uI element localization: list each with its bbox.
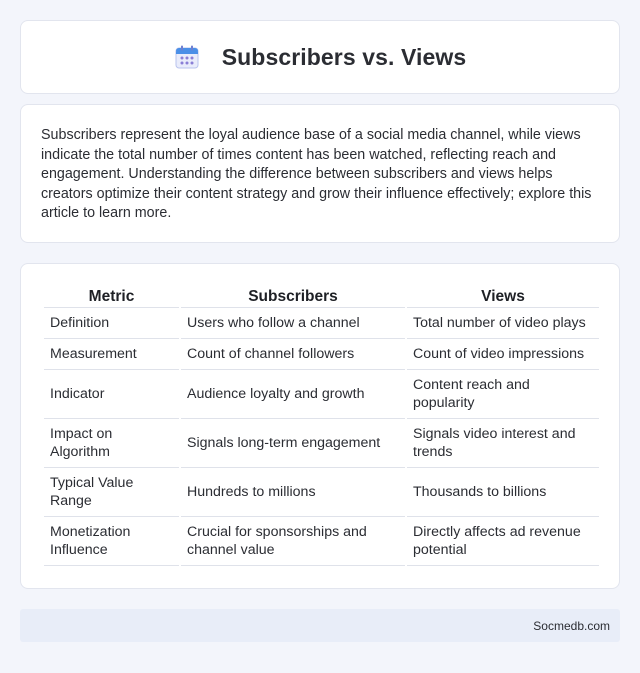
table-cell: Users who follow a channel [181, 308, 405, 339]
intro-card [20, 104, 620, 243]
calendar-icon [174, 44, 200, 70]
table-cell: Definition [44, 308, 179, 339]
table-cell: Count of channel followers [181, 339, 405, 370]
title-card [20, 20, 620, 94]
table-cell: Count of video impressions [407, 339, 599, 370]
footer-source-link[interactable]: Socmedb.com [533, 618, 610, 633]
table-row [44, 419, 599, 468]
table-cell: Crucial for sponsorships and channel value [181, 517, 405, 566]
table-cell: Thousands to billions [407, 468, 599, 517]
table-cell: Signals video interest and trends [407, 419, 599, 468]
comparison-table-card [20, 263, 620, 589]
table-cell: Typical Value Range [44, 468, 179, 517]
table-row [44, 308, 599, 339]
table-row [44, 468, 599, 517]
table-header-row [44, 285, 599, 308]
table-cell: Audience loyalty and growth [181, 370, 405, 419]
table-cell: Indicator [44, 370, 179, 419]
table-row [44, 370, 599, 419]
table-cell: Impact on Algorithm [44, 419, 179, 468]
table-cell: Hundreds to millions [181, 468, 405, 517]
table-row [44, 517, 599, 566]
header-subscribers: Subscribers [181, 285, 405, 308]
header-views: Views [407, 285, 599, 308]
page-title: Subscribers vs. Views [221, 43, 467, 70]
table-cell: Content reach and popularity [407, 370, 599, 419]
table-cell: Monetization Influence [44, 517, 179, 566]
table-cell: Measurement [44, 339, 179, 370]
footer-bar [20, 609, 620, 642]
table-cell: Directly affects ad revenue potential [407, 517, 599, 566]
comparison-table [42, 285, 601, 566]
table-cell: Signals long-term engagement [181, 419, 405, 468]
intro-paragraph: Subscribers represent the loyal audience base of a social media channel, while views indicate the total number of times content has been watched, reflecting reach and engagement. Understanding the difference between subscribers and views helps creators optimize their content strategy and grow their influence effectively; explore this article to learn more. [41, 127, 592, 222]
table-row [44, 339, 599, 370]
table-cell: Total number of video plays [407, 308, 599, 339]
header-metric: Metric [44, 285, 179, 308]
